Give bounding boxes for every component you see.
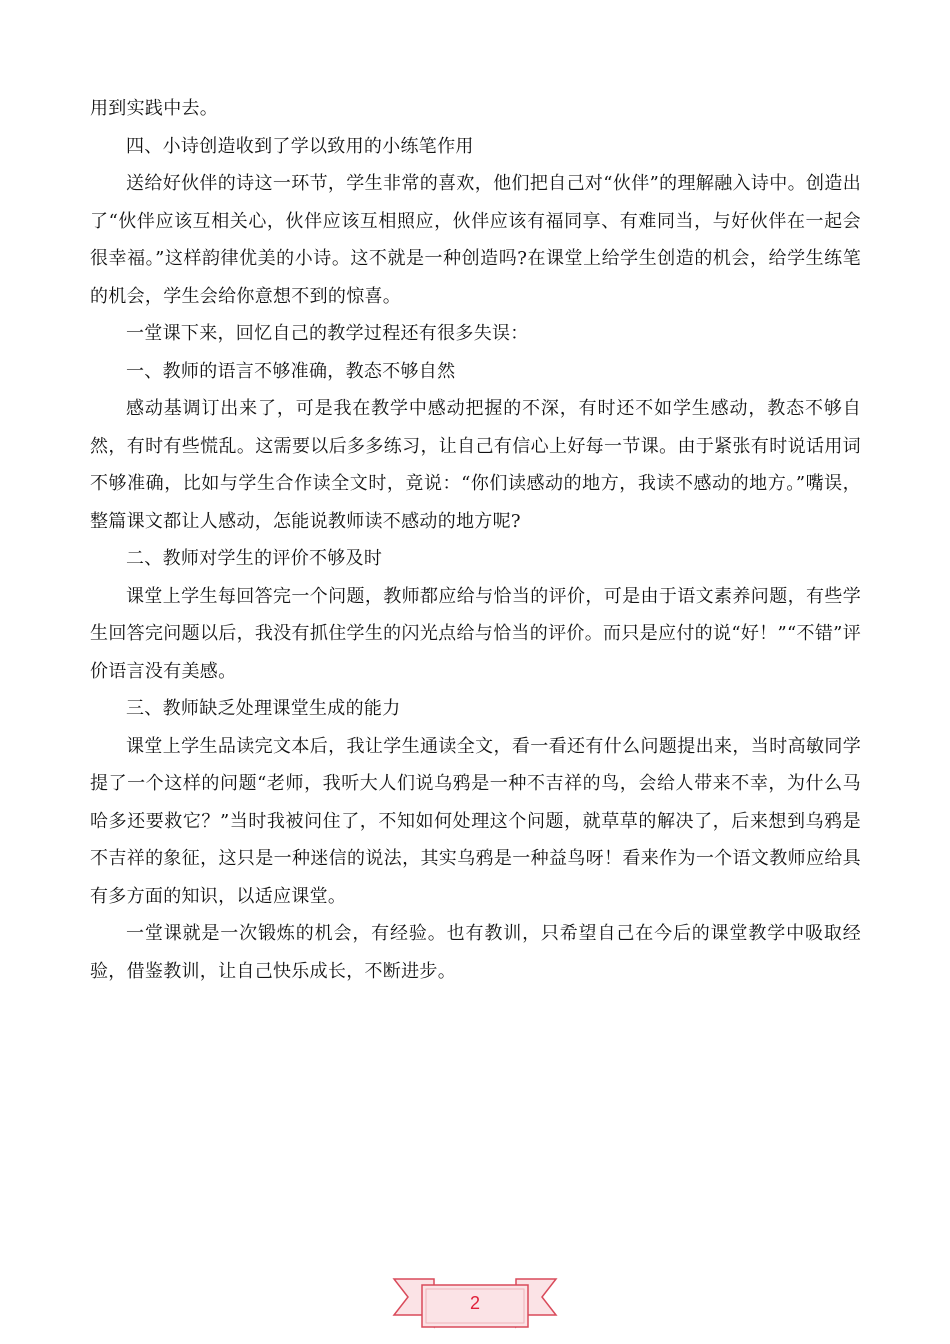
document-body bbox=[90, 90, 861, 990]
paragraph-continuation: 用到实践中去。 bbox=[90, 98, 219, 119]
page-footer bbox=[392, 1271, 558, 1331]
paragraph-conclusion: 一堂课就是一次锻炼的机会，有经验。也有教训，只希望自己在今后的课堂教学中吸取经验，借鉴教训，让自己快乐成长，不断进步。 bbox=[90, 923, 861, 982]
paragraph-classroom-generation: 课堂上学生品读完文本后，我让学生通读全文，看一看还有什么问题提出来，当时高敏同学提了一个这样的问题“老师，我听大人们说乌鸦是一种不吉祥的鸟，会给人带来不幸，为什么马哈多还要救它？”当时我被问住了，不知如何处理这个问题，就草草的解决了，后来想到乌鸦是不吉祥的象征，这只是一种迷信的说法，其实乌鸦是一种益鸟呀！看来作为一个语文教师应给具有多方面的知识，以适应课堂。 bbox=[90, 735, 861, 907]
paragraph-lesson-mistakes-intro: 一堂课下来，回忆自己的教学过程还有很多失误： bbox=[126, 323, 529, 344]
page-number: 2 bbox=[469, 1293, 480, 1313]
paragraph-poem-creation: 送给好伙伴的诗这一环节，学生非常的喜欢，他们把自己对“伙伴”的理解融入诗中。创造出了“伙伴应该互相关心，伙伴应该互相照应，伙伴应该有福同享、有难同当，与好伙伴在一起会很幸福。”这样韵律优美的小诗。这不就是一种创造吗?在课堂上给学生创造的机会，给学生练笔的机会，学生会给你意想不到的惊喜。 bbox=[90, 173, 861, 307]
section-heading-two: 二、教师对学生的评价不够及时 bbox=[126, 548, 383, 569]
section-heading-one: 一、教师的语言不够准确，教态不够自然 bbox=[126, 360, 456, 382]
paragraph-language-issue: 感动基调订出来了，可是我在教学中感动把握的不深，有时还不如学生感动，教态不够自然，有时有些慌乱。这需要以后多多练习，让自己有信心上好每一节课。由于紧张有时说话用词不够准确，比如与学生合作读全文时，竟说：“你们读感动的地方，我读不感动的地方。”嘴误，整篇课文都让人感动，怎能说教师读不感动的地方呢? bbox=[90, 398, 861, 532]
paragraph-evaluation-issue: 课堂上学生每回答完一个问题，教师都应给与恰当的评价，可是由于语文素养问题，有些学生回答完问题以后，我没有抓住学生的闪光点给与恰当的评价。而只是应付的说“好！”“不错”评价语言没有美感。 bbox=[90, 585, 861, 682]
section-heading-three: 三、教师缺乏处理课堂生成的能力 bbox=[126, 698, 401, 719]
section-heading-four: 四、小诗创造收到了学以致用的小练笔作用 bbox=[126, 135, 474, 157]
